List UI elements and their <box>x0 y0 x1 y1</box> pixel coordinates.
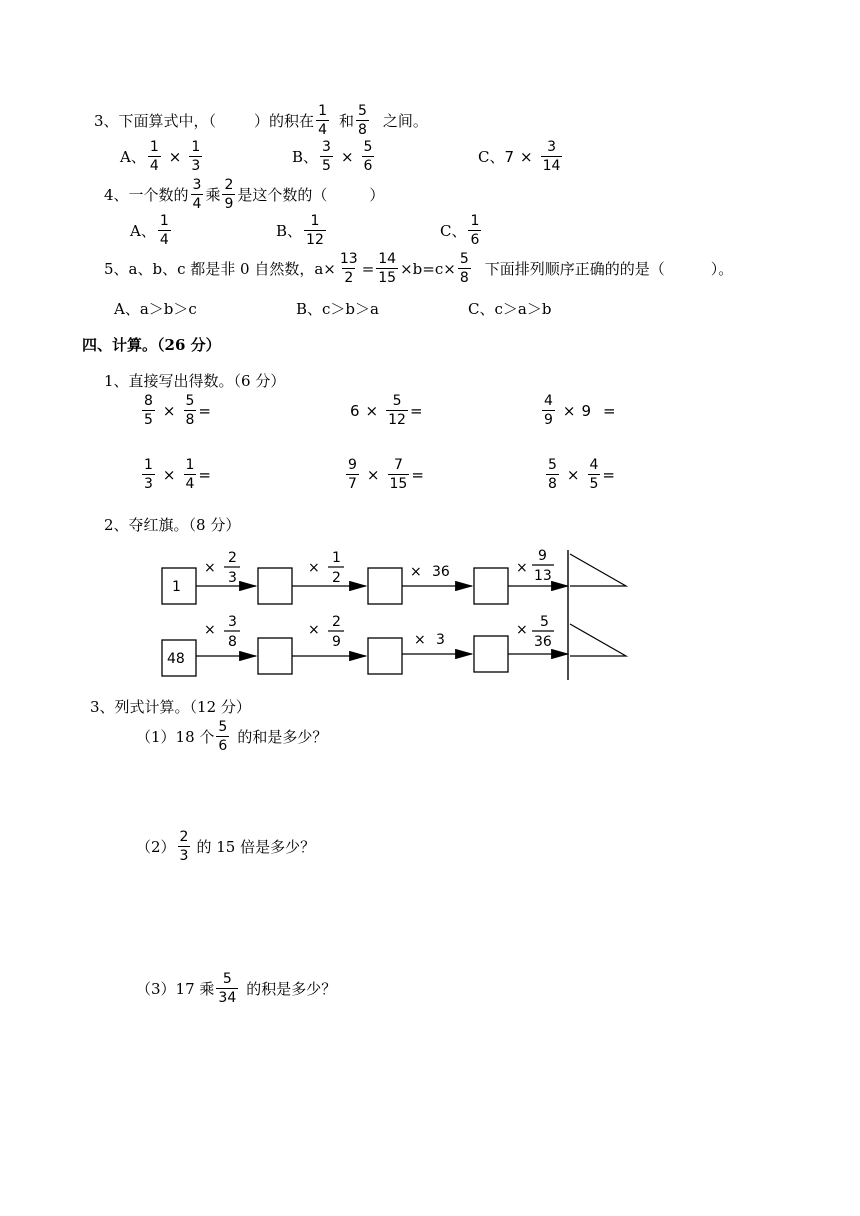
section-4-title: 四、计算。（26 分） <box>82 336 221 354</box>
row1-op4-num: 9 <box>538 548 547 564</box>
q5-option-b: B、c＞b＞a <box>296 300 379 318</box>
row2-op3-value: 3 <box>436 632 445 648</box>
row2-box-1[interactable] <box>258 638 292 674</box>
row2-op3-sign: × <box>414 632 426 648</box>
word-problem-2: （2） $\frac{2}{3}$ 的 15 倍是多少？ <box>136 829 316 864</box>
row1-op3-sign: × <box>410 564 422 580</box>
row1-box-2[interactable] <box>368 568 402 604</box>
part-1-title: 1、直接写出得数。（6 分） <box>104 372 286 390</box>
row2-box-2[interactable] <box>368 638 402 674</box>
calc-item-2: 6 × $\frac{5}{12}$ = <box>350 393 423 428</box>
calc-item-1: $\frac{8}{5}$ × $\frac{5}{8}$ = <box>144 393 211 428</box>
row2-op1-num: 3 <box>228 614 237 630</box>
row2-op4-den: 36 <box>534 634 552 650</box>
part-3-title: 3、列式计算。（12 分） <box>90 698 251 716</box>
row1-op2-sign: × <box>308 560 320 576</box>
calc-item-5: $\frac{9}{7}$ × $\frac{7}{15}$ = <box>348 457 424 492</box>
q4-line: 4、一个数的 $\frac{3}{4}$ 乘 $\frac{2}{9}$ 是这个数的（ ） <box>104 177 385 212</box>
flag-1-icon <box>570 554 626 586</box>
word-problem-1: （1）18 个 $\frac{5}{6}$ 的和是多少？ <box>136 719 328 754</box>
q3-fraction-1: $\frac{1}{4}$ <box>318 103 327 138</box>
row2-op1-den: 8 <box>228 634 237 650</box>
row1-start-value: 1 <box>172 579 181 595</box>
row1-op2-den: 2 <box>332 570 341 586</box>
row1-box-1[interactable] <box>258 568 292 604</box>
q4-fraction-1: $\frac{3}{4}$ <box>192 177 202 212</box>
row2-op2-sign: × <box>308 622 320 638</box>
row1-op4-sign: × <box>516 560 528 576</box>
calc-item-6: $\frac{5}{8}$ × $\frac{4}{5}$ = <box>548 457 615 492</box>
row1-op1-sign: × <box>204 560 216 576</box>
q4-fraction-2: $\frac{2}{9}$ <box>224 177 234 212</box>
row2-op2-num: 2 <box>332 614 341 630</box>
q5-option-a: A、a＞b＞c <box>114 300 197 318</box>
q3-option-c: C、 7 × $\frac{3}{14}$ <box>478 139 561 174</box>
row2-op1-sign: × <box>204 622 216 638</box>
q3-mid: ）的积在 <box>254 112 315 130</box>
row1-box-3[interactable] <box>474 568 508 604</box>
row2-op4-sign: × <box>516 622 528 638</box>
flag-diagram <box>156 546 636 686</box>
q5-option-c: C、c＞a＞b <box>468 300 552 318</box>
q3-suffix: 之间。 <box>382 112 428 130</box>
row1-op4-den: 13 <box>534 568 552 584</box>
q3-option-a: A、 $\frac{1}{4}$ × $\frac{1}{3}$ <box>120 139 201 174</box>
row2-start-value: 48 <box>167 651 185 667</box>
q4-option-c: C、 $\frac{1}{6}$ <box>440 213 480 248</box>
row1-op1-den: 3 <box>228 570 237 586</box>
q3-prefix: 3、下面算式中，（ <box>94 112 217 130</box>
row2-op2-den: 9 <box>332 634 341 650</box>
row2-box-3[interactable] <box>474 636 508 672</box>
q5-line: 5、a、b、c 都是非 0 自然数，a× $\frac{13}{2}$ = $\frac{14}{15}$ ×b=c× $\frac{5}{8}$ 下面排列顺序正确的的是（ ）。 <box>104 251 734 286</box>
row1-op3-value: 36 <box>432 564 450 580</box>
q4-option-a: A、 $\frac{1}{4}$ <box>130 213 169 248</box>
calc-item-4: $\frac{1}{3}$ × $\frac{1}{4}$ = <box>144 457 211 492</box>
q4-option-b: B、 $\frac{1}{12}$ <box>276 213 324 248</box>
q3-and: 和 <box>338 112 354 130</box>
word-problem-3: （3）17 乘 $\frac{5}{34}$ 的积是多少？ <box>136 971 337 1006</box>
calc-item-3: $\frac{4}{9}$ × 9 = <box>544 393 616 428</box>
row1-op2-num: 1 <box>332 550 341 566</box>
row2-op4-num: 5 <box>540 614 549 630</box>
part-2-title: 2、夺红旗。（8 分） <box>104 516 241 534</box>
q3-option-b: B、 $\frac{3}{5}$ × $\frac{5}{6}$ <box>292 139 373 174</box>
row1-op1-num: 2 <box>228 550 237 566</box>
q3-fraction-2: $\frac{5}{8}$ <box>358 103 367 138</box>
flag-2-icon <box>570 624 626 656</box>
q3-line <box>94 104 428 137</box>
